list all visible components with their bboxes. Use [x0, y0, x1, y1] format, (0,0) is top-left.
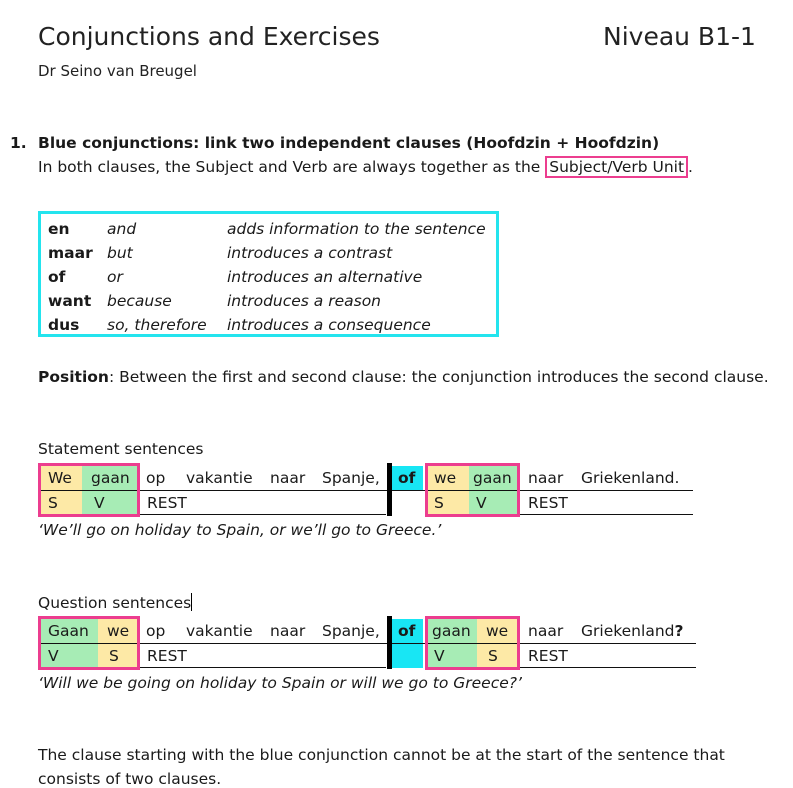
word [528, 619, 563, 643]
role-label: V [434, 647, 445, 665]
conjunction-dutch: en [48, 220, 70, 238]
conjunction-english: or [107, 268, 123, 286]
word: vakantie [186, 469, 253, 487]
word: naar [270, 622, 306, 640]
conjunction-function: introduces a consequence [227, 316, 431, 334]
intro-period: . [688, 158, 693, 176]
position-text [38, 368, 769, 386]
role-label: REST [528, 494, 568, 512]
question-mark: ? [674, 622, 684, 640]
word: vakantie [186, 622, 253, 640]
role-label: V [94, 494, 105, 512]
word-text: Griekenland [581, 622, 675, 640]
role-label: REST [528, 647, 568, 665]
word: naar [528, 469, 564, 487]
word: naar [270, 469, 306, 487]
word: gaan [91, 469, 130, 487]
role-label: S [109, 647, 119, 665]
role-label: V [476, 494, 487, 512]
conjunction-word: of [398, 622, 416, 640]
word: op [146, 469, 166, 487]
subject-verb-unit-box [38, 616, 140, 670]
level-label: Niveau B1-1 [603, 22, 756, 51]
word: we [434, 469, 457, 487]
conjunction-dutch: want [48, 292, 92, 310]
question-translation: ‘Will we be going on holiday to Spain or will we go to Greece?’ [38, 674, 522, 692]
subject-verb-unit-box [425, 616, 520, 670]
clause-separator [387, 616, 392, 669]
question-heading [38, 593, 192, 612]
subject-verb-unit-label: Subject/Verb Unit [545, 156, 688, 178]
subject-verb-unit-box [38, 463, 140, 517]
conjunction-function: introduces an alternative [227, 268, 423, 286]
word: Gaan [48, 622, 89, 640]
word: we [486, 622, 509, 640]
footer-line-1: The clause starting with the blue conjunction cannot be at the start of the sentence that [38, 746, 725, 764]
position-description: : Between the first and second clause: the conjunction introduces the second clause. [108, 368, 769, 386]
word: Spanje, [322, 622, 380, 640]
word: op [146, 622, 166, 640]
conjunction-english: but [107, 244, 133, 262]
word-text: naar [528, 622, 564, 640]
word: gaan [432, 622, 471, 640]
author: Dr Seino van Breugel [38, 62, 197, 80]
conjunction-function: adds information to the sentence [227, 220, 486, 238]
role-label: S [434, 494, 444, 512]
section-heading: Blue conjunctions: link two independent clauses (Hoofdzin + Hoofdzin) [38, 134, 660, 152]
conjunction-function: introduces a reason [227, 292, 382, 310]
word: we [107, 622, 130, 640]
question-heading-text: Question sentences [38, 594, 192, 612]
statement-translation: ‘We’ll go on holiday to Spain, or we’ll go to Greece.’ [38, 521, 442, 539]
word [581, 619, 683, 643]
role-label: REST [147, 494, 187, 512]
role-label: S [48, 494, 58, 512]
conjunction-english: because [107, 292, 172, 310]
section-intro [38, 158, 693, 176]
statement-heading: Statement sentences [38, 440, 204, 458]
conjunction-english: and [107, 220, 137, 238]
word: Griekenland. [581, 469, 680, 487]
page-title: Conjunctions and Exercises [38, 22, 380, 51]
word: We [48, 469, 72, 487]
subject-verb-unit-box [425, 463, 520, 517]
word: Spanje, [322, 469, 380, 487]
conjunction-dutch: of [48, 268, 66, 286]
role-label: V [48, 647, 59, 665]
conjunction-dutch: maar [48, 244, 93, 262]
intro-text: In both clauses, the Subject and Verb are always together as the [38, 158, 546, 176]
conjunction-function: introduces a contrast [227, 244, 393, 262]
role-label: REST [147, 647, 187, 665]
role-label: S [488, 647, 498, 665]
conjunction-table [38, 211, 499, 337]
word: gaan [473, 469, 512, 487]
conjunction-word: of [398, 469, 416, 487]
footer-line-2: consists of two clauses. [38, 770, 222, 788]
conjunction-english: so, therefore [107, 316, 207, 334]
position-label: Position [38, 368, 109, 386]
text-cursor [191, 593, 192, 611]
conjunction-dutch: dus [48, 316, 80, 334]
clause-separator [387, 463, 392, 516]
section-number: 1. [10, 134, 27, 152]
